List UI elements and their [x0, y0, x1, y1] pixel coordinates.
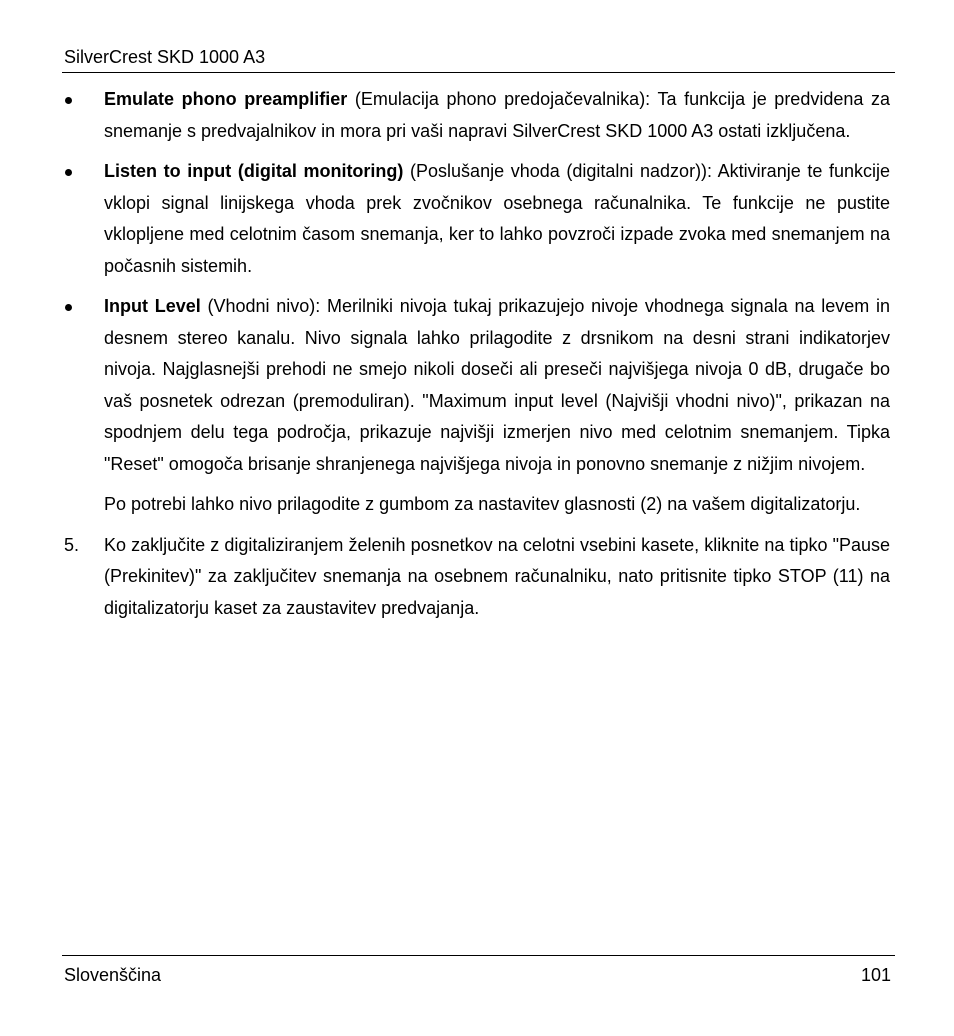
document-title: SilverCrest SKD 1000 A3 [64, 47, 266, 67]
bullet-text: (Vhodni nivo): Merilniki nivoja tukaj prikazujejo nivoje vhodnega signala na levem in desnem stereo kanalu. Nivo signala lahko prilagodite z drsnikom na desni strani indikatorjev nivoja. Najglasnejši prehodi ne smejo nikoli doseči ali preseči najvišjega nivoja 0 dB, drugače bo vaš posnetek odrezan (premoduliran). "Maximum input level (Najvišji vhodni nivo)", prikazan na spodnjem delu tega področja, prikazuje najvišji izmerjen nivo med celotnim snemanjem. Tipka "Reset" omogoča brisanje shranjenega najvišjega nivoja in ponovno snemanje z nižjim nivojem. [104, 296, 890, 474]
bullet-item-emulate-phono [62, 84, 890, 147]
step-number: 5. [64, 534, 80, 555]
page-content [62, 84, 890, 633]
footer-language: Slovenščina [64, 965, 162, 985]
volume-note-paragraph: Po potrebi lahko nivo prilagodite z gumbom za nastavitev glasnosti (2) na vašem digitalizatorju. [104, 494, 861, 514]
page-header [62, 44, 895, 73]
step-text: Ko zaključite z digitaliziranjem želenih posnetkov na celotni vsebini kasete, kliknite na tipko "Pause (Prekinitev)" za zaključitev snemanja na osebnem računalniku, nato pritisnite tipko STOP (11) na digitalizatorju kaset za zaustavitev predvajanja. [104, 534, 890, 618]
page-number: 101 [860, 965, 891, 985]
numbered-step-5 [62, 530, 890, 625]
bullet-icon [65, 97, 72, 104]
bullet-term: Emulate phono preamplifier [104, 89, 348, 109]
bullet-icon [65, 169, 72, 176]
bullet-term: Listen to input (digital monitoring) [104, 161, 404, 181]
bullet-text: (Poslušanje vhoda (digitalni nadzor)): Aktiviranje te funkcije vklopi signal linijskega vhoda prek zvočnikov osebnega računalnika. Te funkcije ne pustite vklopljene med celotnim časom snemanja, ker to lahko povzroči izpade zvoka med snemanjem na počasnih sistemih. [104, 161, 890, 276]
bullet-icon [65, 304, 72, 311]
bullet-item-listen-to-input [62, 156, 890, 282]
bullet-item-input-level [62, 291, 890, 480]
bullet-term: Input Level [104, 296, 201, 316]
bullet-text: (Emulacija phono predojačevalnika): Ta funkcija je predvidena za snemanje s predvajalnikov in mora pri vaši napravi SilverCrest SKD 1000 A3 ostati izključena. [104, 89, 890, 141]
page-footer [62, 955, 895, 996]
